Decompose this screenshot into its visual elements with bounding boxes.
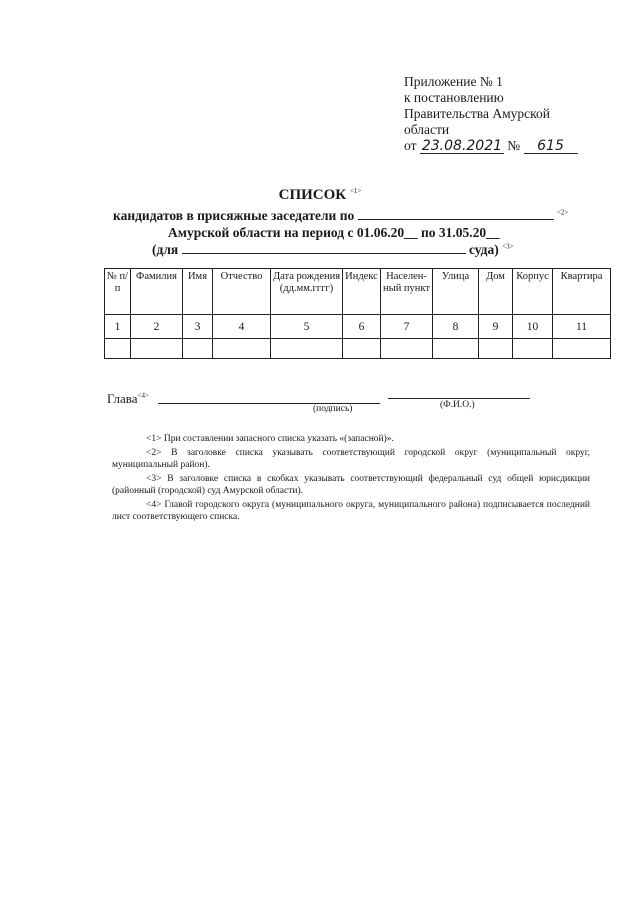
number-cell: 6 [343, 315, 381, 339]
appendix-line-2: к постановлению [404, 90, 504, 105]
appendix-line-3: Правительства Амурской [404, 106, 550, 121]
header-cell: Корпус [513, 269, 553, 315]
empty-cell [513, 339, 553, 359]
signature-label: Глава [107, 391, 138, 406]
header-cell: Населен-ный пункт [381, 269, 433, 315]
signature-label-note: <4> [137, 391, 149, 400]
empty-cell [105, 339, 131, 359]
title-line-2 [113, 207, 568, 224]
footnotes [112, 433, 590, 525]
footnote-4: <4> Главой городского округа (муниципального округа, муниципального района) подписывается последний лист соответствующего списка. [112, 499, 590, 522]
number-cell: 3 [183, 315, 213, 339]
name-caption: (Ф.И.О.) [440, 400, 475, 410]
empty-cell [271, 339, 343, 359]
title-line-2-text: кандидатов в присяжные заседатели по [113, 208, 355, 223]
appendix-block [404, 74, 578, 154]
title-line-4-suffix: суда) [468, 242, 499, 257]
number-cell: 8 [433, 315, 479, 339]
appendix-date-row [404, 138, 578, 154]
empty-cell [183, 339, 213, 359]
header-cell: Дом [479, 269, 513, 315]
appendix-line-4: области [404, 122, 450, 137]
header-cell: № п/п [105, 269, 131, 315]
number-cell: 4 [213, 315, 271, 339]
empty-cell [213, 339, 271, 359]
number-cell: 1 [105, 315, 131, 339]
footnote-1: <1> При составлении запасного списка указать «(запасной)». [146, 434, 394, 444]
header-cell: Отчество [213, 269, 271, 315]
number-cell: 7 [381, 315, 433, 339]
title-line-2-note: <2> [556, 208, 569, 217]
number-cell: 5 [271, 315, 343, 339]
empty-cell [381, 339, 433, 359]
header-cell: Имя [183, 269, 213, 315]
court-blank [182, 241, 466, 254]
footnote-2: <2> В заголовке списка указывать соответствующий городской округ (муниципальный округ, муниципальный район). [112, 447, 590, 470]
title-line-4-note: <3> [502, 242, 514, 251]
title-line-4-prefix: (для [152, 242, 179, 257]
header-cell: Улица [433, 269, 479, 315]
signature-caption: (подпись) [313, 404, 353, 414]
header-cell: Дата рождения (дд.мм.гггг) [271, 269, 343, 315]
header-cell: Квартира [553, 269, 611, 315]
document-title [0, 187, 640, 204]
from-label: от [404, 138, 417, 153]
title-main-note: <1> [349, 187, 362, 195]
table-header-row [105, 269, 611, 315]
empty-cell [479, 339, 513, 359]
table-empty-row [105, 339, 611, 359]
table-number-row [105, 315, 611, 339]
footnote-3: <3> В заголовке списка в скобках указывать соответствующий федеральный суд общей юрисдикции (районный (городской) суд Амурской области). [112, 473, 590, 496]
title-main: СПИСОК [278, 187, 347, 203]
number-label: № [507, 138, 521, 153]
handwritten-date: 23.08.2021 [421, 138, 503, 154]
signature-row [107, 391, 149, 407]
empty-cell [131, 339, 183, 359]
municipality-blank [358, 207, 554, 220]
empty-cell [433, 339, 479, 359]
header-cell: Фамилия [131, 269, 183, 315]
handwritten-number: 615 [524, 139, 578, 154]
appendix-line-1: Приложение № 1 [404, 74, 503, 89]
number-cell: 9 [479, 315, 513, 339]
name-blank [388, 398, 530, 399]
number-cell: 2 [131, 315, 183, 339]
header-cell: Индекс [343, 269, 381, 315]
empty-cell [343, 339, 381, 359]
candidates-table [104, 268, 611, 359]
title-line-4 [152, 241, 514, 258]
number-cell: 10 [513, 315, 553, 339]
title-line-3: Амурской области на период с 01.06.20__ по 31.05.20__ [168, 225, 500, 240]
empty-cell [553, 339, 611, 359]
number-cell: 11 [553, 315, 611, 339]
